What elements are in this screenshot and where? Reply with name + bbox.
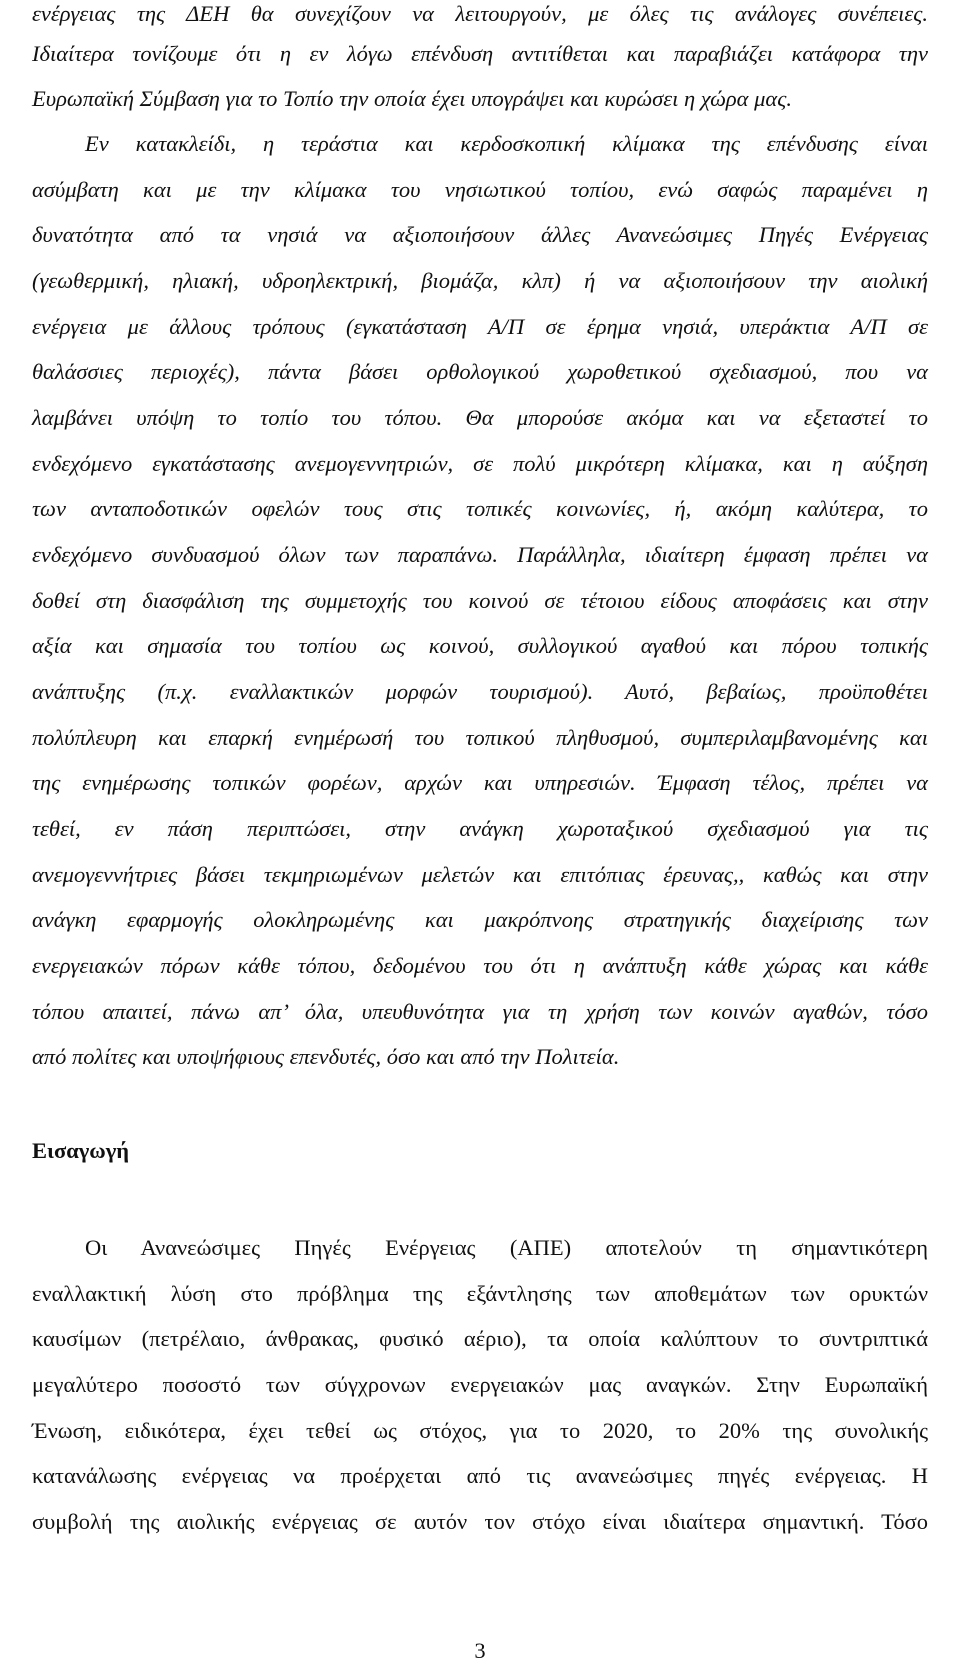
paragraph-line: ασύμβατη και με την κλίμακα του νησιωτικού τοπίου, ενώ σαφώς παραμένει η — [32, 177, 928, 202]
paragraph-line: των ανταποδοτικών οφελών τους στις τοπικές κοινωνίες, ή, ακόμη καλύτερα, το — [32, 496, 928, 521]
paragraph-line: ανάγκη εφαρμογής ολοκληρωμένης και μακρόπνοης στρατηγικής διαχείρισης των — [32, 907, 928, 932]
paragraph-line: Εν κατακλείδι, η τεράστια και κερδοσκοπική κλίμακα της επένδυσης είναι — [85, 131, 928, 156]
paragraph-line: μεγαλύτερο ποσοστό των σύγχρονων ενεργειακών μας αναγκών. Στην Ευρωπαϊκή — [32, 1372, 928, 1397]
paragraph-line: Ένωση, ειδικότερα, έχει τεθεί ως στόχος, για το 2020, το 20% της συνολικής — [32, 1418, 928, 1443]
paragraph-line: δοθεί στη διασφάλιση της συμμετοχής του κοινού σε τέτοιου είδους αποφάσεις και στην — [32, 588, 928, 613]
paragraph-line: ενέργεια με άλλους τρόπους (εγκατάσταση Α/Π σε έρημα νησιά, υπεράκτια Α/Π σε — [32, 314, 928, 339]
paragraph-line: (γεωθερμική, ηλιακή, υδροηλεκτρική, βιομάζα, κλπ) ή να αξιοποιήσουν την αιολική — [32, 268, 928, 293]
paragraph-line: θαλάσσιες περιοχές), πάντα βάσει ορθολογικού χωροθετικού σχεδιασμού, που να — [32, 359, 928, 384]
paragraph-line: κατανάλωσης ενέργειας να προέρχεται από τις ανανεώσιμες πηγές ενέργειας. Η — [32, 1463, 928, 1488]
paragraph-line: δυνατότητα από τα νησιά να αξιοποιήσουν άλλες Ανανεώσιμες Πηγές Ενέργειας — [32, 222, 928, 247]
page-number: 3 — [474, 1638, 486, 1663]
paragraph-line: ανεμογεννήτριες βάσει τεκμηριωμένων μελετών και επιτόπιας έρευνας,, καθώς και στην — [32, 862, 928, 887]
section-heading: Εισαγωγή — [32, 1138, 130, 1163]
paragraph-line: ενδεχόμενο συνδυασμού όλων των παραπάνω. Παράλληλα, ιδιαίτερη έμφαση πρέπει να — [32, 542, 928, 567]
paragraph-line: ενδεχόμενο εγκατάστασης ανεμογεννητριών, σε πολύ μικρότερη κλίμακα, και η αύξηση — [32, 451, 928, 476]
paragraph-line: τεθεί, εν πάση περιπτώσει, στην ανάγκη χωροταξικού σχεδιασμού για τις — [32, 816, 928, 841]
paragraph-line: ανάπτυξης (π.χ. εναλλακτικών μορφών τουρισμού). Αυτό, βεβαίως, προϋποθέτει — [32, 679, 928, 704]
paragraph-line: Οι Ανανεώσιμες Πηγές Ενέργειας (ΑΠΕ) αποτελούν τη σημαντικότερη — [85, 1235, 928, 1260]
paragraph-line: λαμβάνει υπόψη το τοπίο του τόπου. Θα μπορούσε ακόμα και να εξεταστεί το — [32, 405, 928, 430]
paragraph-line: πολύπλευρη και επαρκή ενημέρωσή του τοπικού πληθυσμού, συμπεριλαμβανομένης και — [32, 725, 928, 750]
paragraph-line: Ευρωπαϊκή Σύμβαση για το Τοπίο την οποία έχει υπογράψει και κυρώσει η χώρα μας. — [32, 86, 792, 111]
paragraph-line: της ενημέρωσης τοπικών φορέων, αρχών και υπηρεσιών. Έμφαση τέλος, πρέπει να — [32, 770, 928, 795]
paragraph-line: συμβολή της αιολικής ενέργειας σε αυτόν τον στόχο είναι ιδιαίτερα σημαντική. Τόσο — [32, 1509, 928, 1534]
paragraph-line: ενεργειακών πόρων κάθε τόπου, δεδομένου του ότι η ανάπτυξη κάθε χώρας και κάθε — [32, 953, 928, 978]
paragraph-line: Ιδιαίτερα τονίζουμε ότι η εν λόγω επένδυση αντιτίθεται και παραβιάζει κατάφορα την — [32, 41, 928, 66]
paragraph-line: εναλλακτική λύση στο πρόβλημα της εξάντλησης των αποθεμάτων των ορυκτών — [32, 1281, 928, 1306]
paragraph-line: καυσίμων (πετρέλαιο, άνθρακας, φυσικό αέριο), τα οποία καλύπτουν το συντριπτικά — [32, 1326, 928, 1351]
paragraph-line: αξία και σημασία του τοπίου ως κοινού, συλλογικού αγαθού και πόρου τοπικής — [32, 633, 928, 658]
paragraph-line: τόπου απαιτεί, πάνω απ’ όλα, υπευθυνότητα για τη χρήση των κοινών αγαθών, τόσο — [32, 999, 928, 1024]
paragraph-line: ενέργειας της ΔΕΗ θα συνεχίζουν να λειτουργούν, με όλες τις ανάλογες συνέπειες. — [32, 1, 928, 26]
paragraph-line: από πολίτες και υποψήφιους επενδυτές, όσο και από την Πολιτεία. — [32, 1044, 620, 1069]
